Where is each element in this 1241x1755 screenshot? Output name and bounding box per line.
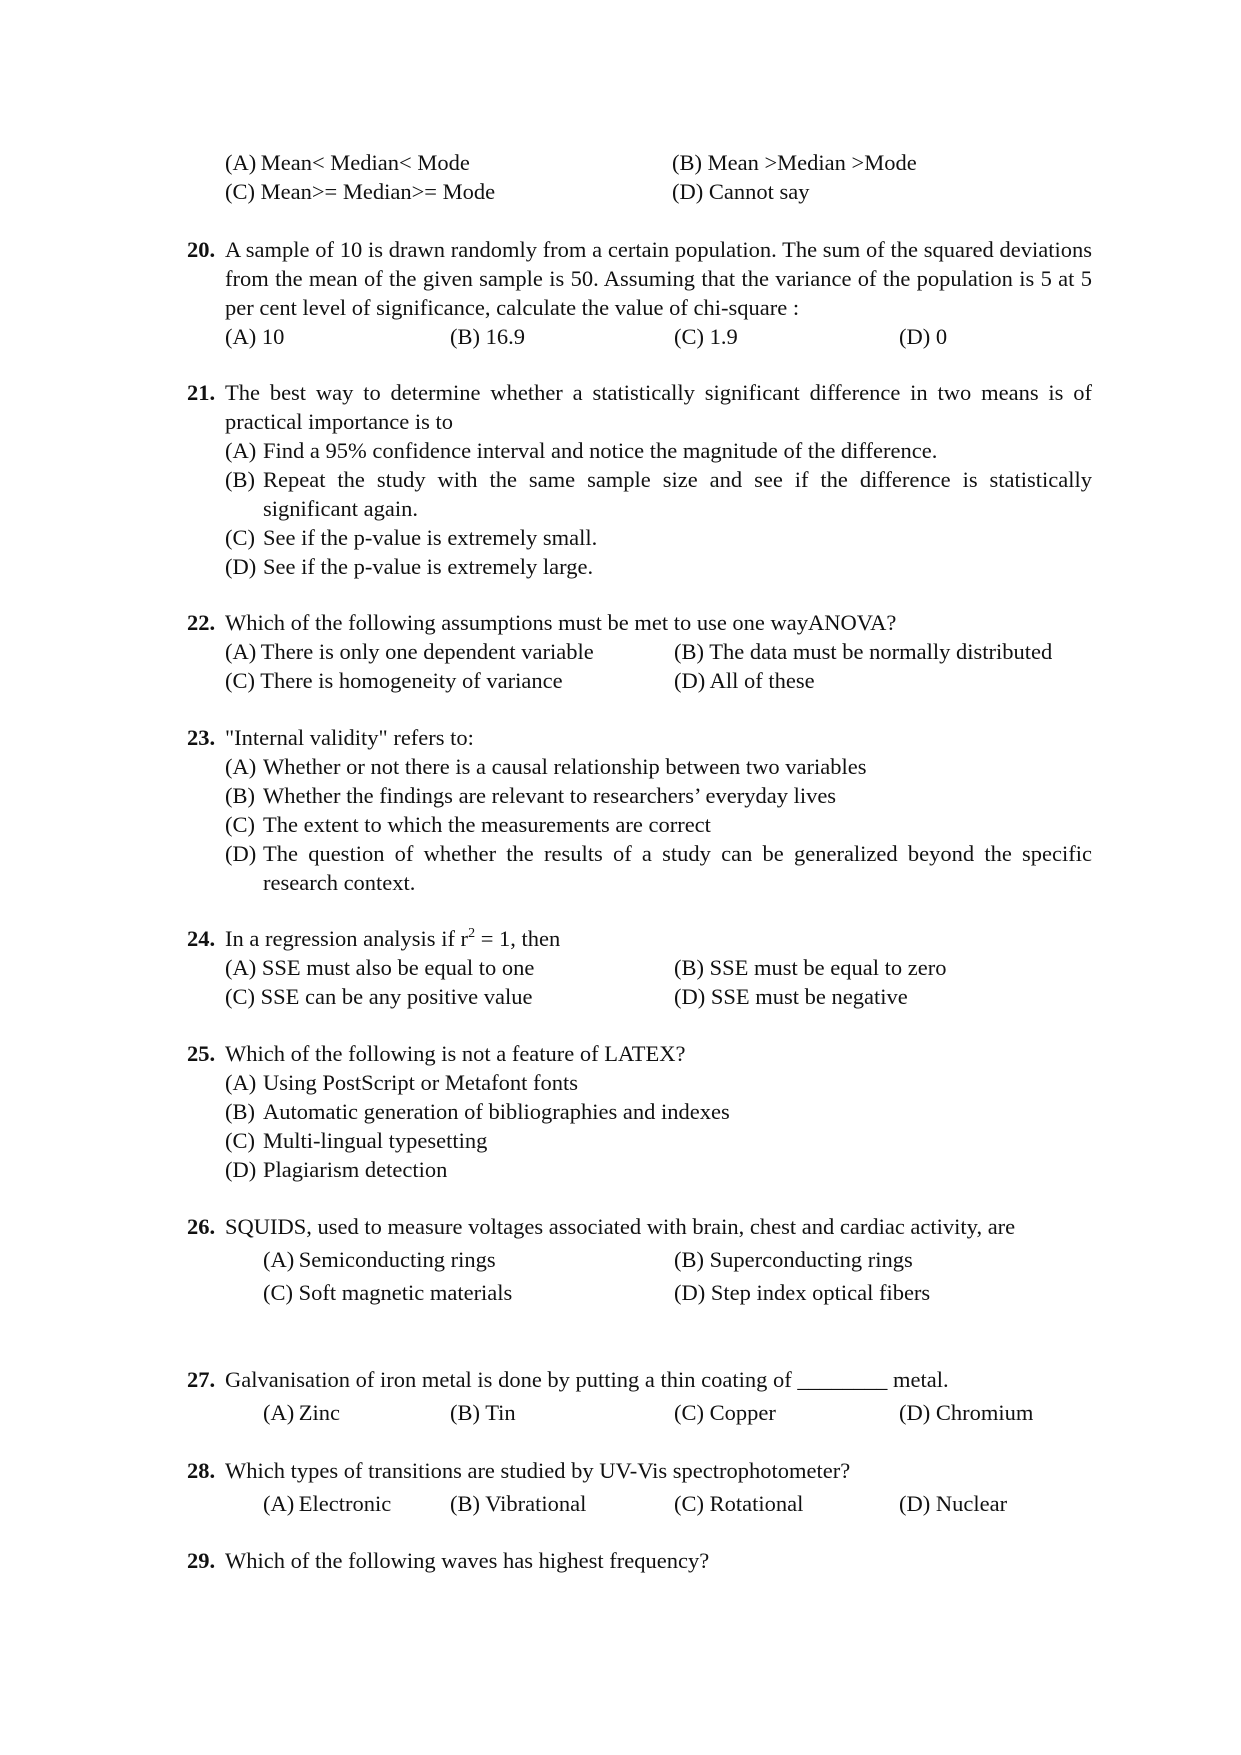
- q28-number: 28.: [187, 1458, 216, 1483]
- question-27: [187, 1364, 1092, 1429]
- question-29: [187, 1545, 1092, 1577]
- q29-number: 29.: [187, 1548, 216, 1573]
- q28-option-b: (B) Vibrational: [450, 1491, 587, 1516]
- q19-option-a: (A) Mean< Median< Mode: [225, 150, 470, 175]
- q25-option-d: (D) Plagiarism detection: [225, 1157, 448, 1182]
- q22-option-b: (B) The data must be normally distributed: [674, 639, 1053, 664]
- q19-option-d: (D) Cannot say: [672, 179, 810, 204]
- q20-stem: A sample of 10 is drawn randomly from a certain population. The sum of the squared deviations from the mean of the given sample is 50. Assuming that the variance of the population is 5 at 5 per cent level of significance, calculate the value of chi-square :: [225, 237, 1092, 320]
- q27-option-b: (B) Tin: [450, 1400, 516, 1425]
- q20-option-a: (A) 10: [225, 324, 285, 349]
- q20-option-c: (C) 1.9: [674, 324, 738, 349]
- q22-option-d: (D) All of these: [674, 668, 815, 693]
- q25-option-c: (C) Multi-lingual typesetting: [225, 1128, 488, 1153]
- q28-option-a: (A) Electronic: [263, 1491, 392, 1516]
- q22-option-c: (C) There is homogeneity of variance: [225, 668, 563, 693]
- q26-option-d: (D) Step index optical fibers: [674, 1280, 931, 1305]
- q21-number: 21.: [187, 380, 216, 405]
- q21-option-b: (B) Repeat the study with the same sample size and see if the difference is statistically significant again.: [225, 467, 1092, 521]
- q25-option-b: (B) Automatic generation of bibliographies and indexes: [225, 1099, 730, 1124]
- q27-option-d: (D) Chromium: [899, 1400, 1034, 1425]
- q27-stem: Galvanisation of iron metal is done by putting a thin coating of ________ metal.: [225, 1367, 949, 1392]
- q22-option-a: (A) There is only one dependent variable: [225, 639, 594, 664]
- q25-option-a: (A) Using PostScript or Metafont fonts: [225, 1070, 578, 1095]
- q27-number: 27.: [187, 1367, 216, 1392]
- q23-stem: "Internal validity" refers to:: [225, 725, 474, 750]
- question-21: [187, 378, 1092, 581]
- q19-option-b: (B) Mean >Median >Mode: [672, 150, 917, 175]
- q22-stem: Which of the following assumptions must be met to use one wayANOVA?: [225, 610, 897, 635]
- q20-number: 20.: [187, 237, 216, 262]
- q26-option-c: (C) Soft magnetic materials: [263, 1280, 513, 1305]
- q23-option-a: (A) Whether or not there is a causal relationship between two variables: [225, 754, 867, 779]
- q25-stem: Which of the following is not a feature of LATEX?: [225, 1041, 686, 1066]
- q24-option-b: (B) SSE must be equal to zero: [674, 955, 947, 980]
- q24-stem: In a regression analysis if $r^2 = 1$, then: [225, 926, 561, 951]
- question-23: [187, 723, 1092, 897]
- q24-option-d: (D) SSE must be negative: [674, 984, 908, 1009]
- q21-option-c: (C) See if the p-value is extremely small.: [225, 525, 598, 550]
- question-24: [187, 924, 1092, 1011]
- q27-option-c: (C) Copper: [674, 1400, 776, 1425]
- question-26: [187, 1211, 1092, 1309]
- q23-number: 23.: [187, 725, 216, 750]
- q28-option-d: (D) Nuclear: [899, 1491, 1008, 1516]
- q28-option-c: (C) Rotational: [674, 1491, 804, 1516]
- q23-option-d: (D) The question of whether the results of a study can be generalized beyond the specific research context.: [225, 841, 1092, 895]
- q21-stem: The best way to determine whether a statistically significant difference in two means is of practical importance is to: [225, 380, 1092, 434]
- q23-option-b: (B) Whether the findings are relevant to researchers’ everyday lives: [225, 783, 837, 808]
- q20-option-b: (B) 16.9: [450, 324, 525, 349]
- q21-option-d: (D) See if the p-value is extremely large.: [225, 554, 594, 579]
- q19-options: [225, 148, 1092, 206]
- question-25: [187, 1039, 1092, 1184]
- q26-number: 26.: [187, 1214, 216, 1239]
- q27-option-a: (A) Zinc: [263, 1400, 340, 1425]
- q26-stem: SQUIDS, used to measure voltages associated with brain, chest and cardiac activity, are: [225, 1214, 1016, 1239]
- q26-option-b: (B) Superconducting rings: [674, 1247, 913, 1272]
- q24-option-c: (C) SSE can be any positive value: [225, 984, 533, 1009]
- q21-option-a: (A) Find a 95% confidence interval and notice the magnitude of the difference.: [225, 438, 938, 463]
- q29-stem: Which of the following waves has highest frequency?: [225, 1548, 710, 1573]
- question-20: [187, 235, 1092, 351]
- q22-number: 22.: [187, 610, 216, 635]
- q23-option-c: (C) The extent to which the measurements are correct: [225, 812, 711, 837]
- question-22: [187, 608, 1092, 695]
- q19-option-c: (C) Mean>= Median>= Mode: [225, 179, 496, 204]
- q25-number: 25.: [187, 1041, 216, 1066]
- q24-number: 24.: [187, 926, 216, 951]
- q26-option-a: (A) Semiconducting rings: [263, 1247, 496, 1272]
- q28-stem: Which types of transitions are studied by UV-Vis spectrophotometer?: [225, 1458, 851, 1483]
- q24-option-a: (A) SSE must also be equal to one: [225, 955, 535, 980]
- q20-option-d: (D) 0: [899, 324, 948, 349]
- question-28: [187, 1455, 1092, 1520]
